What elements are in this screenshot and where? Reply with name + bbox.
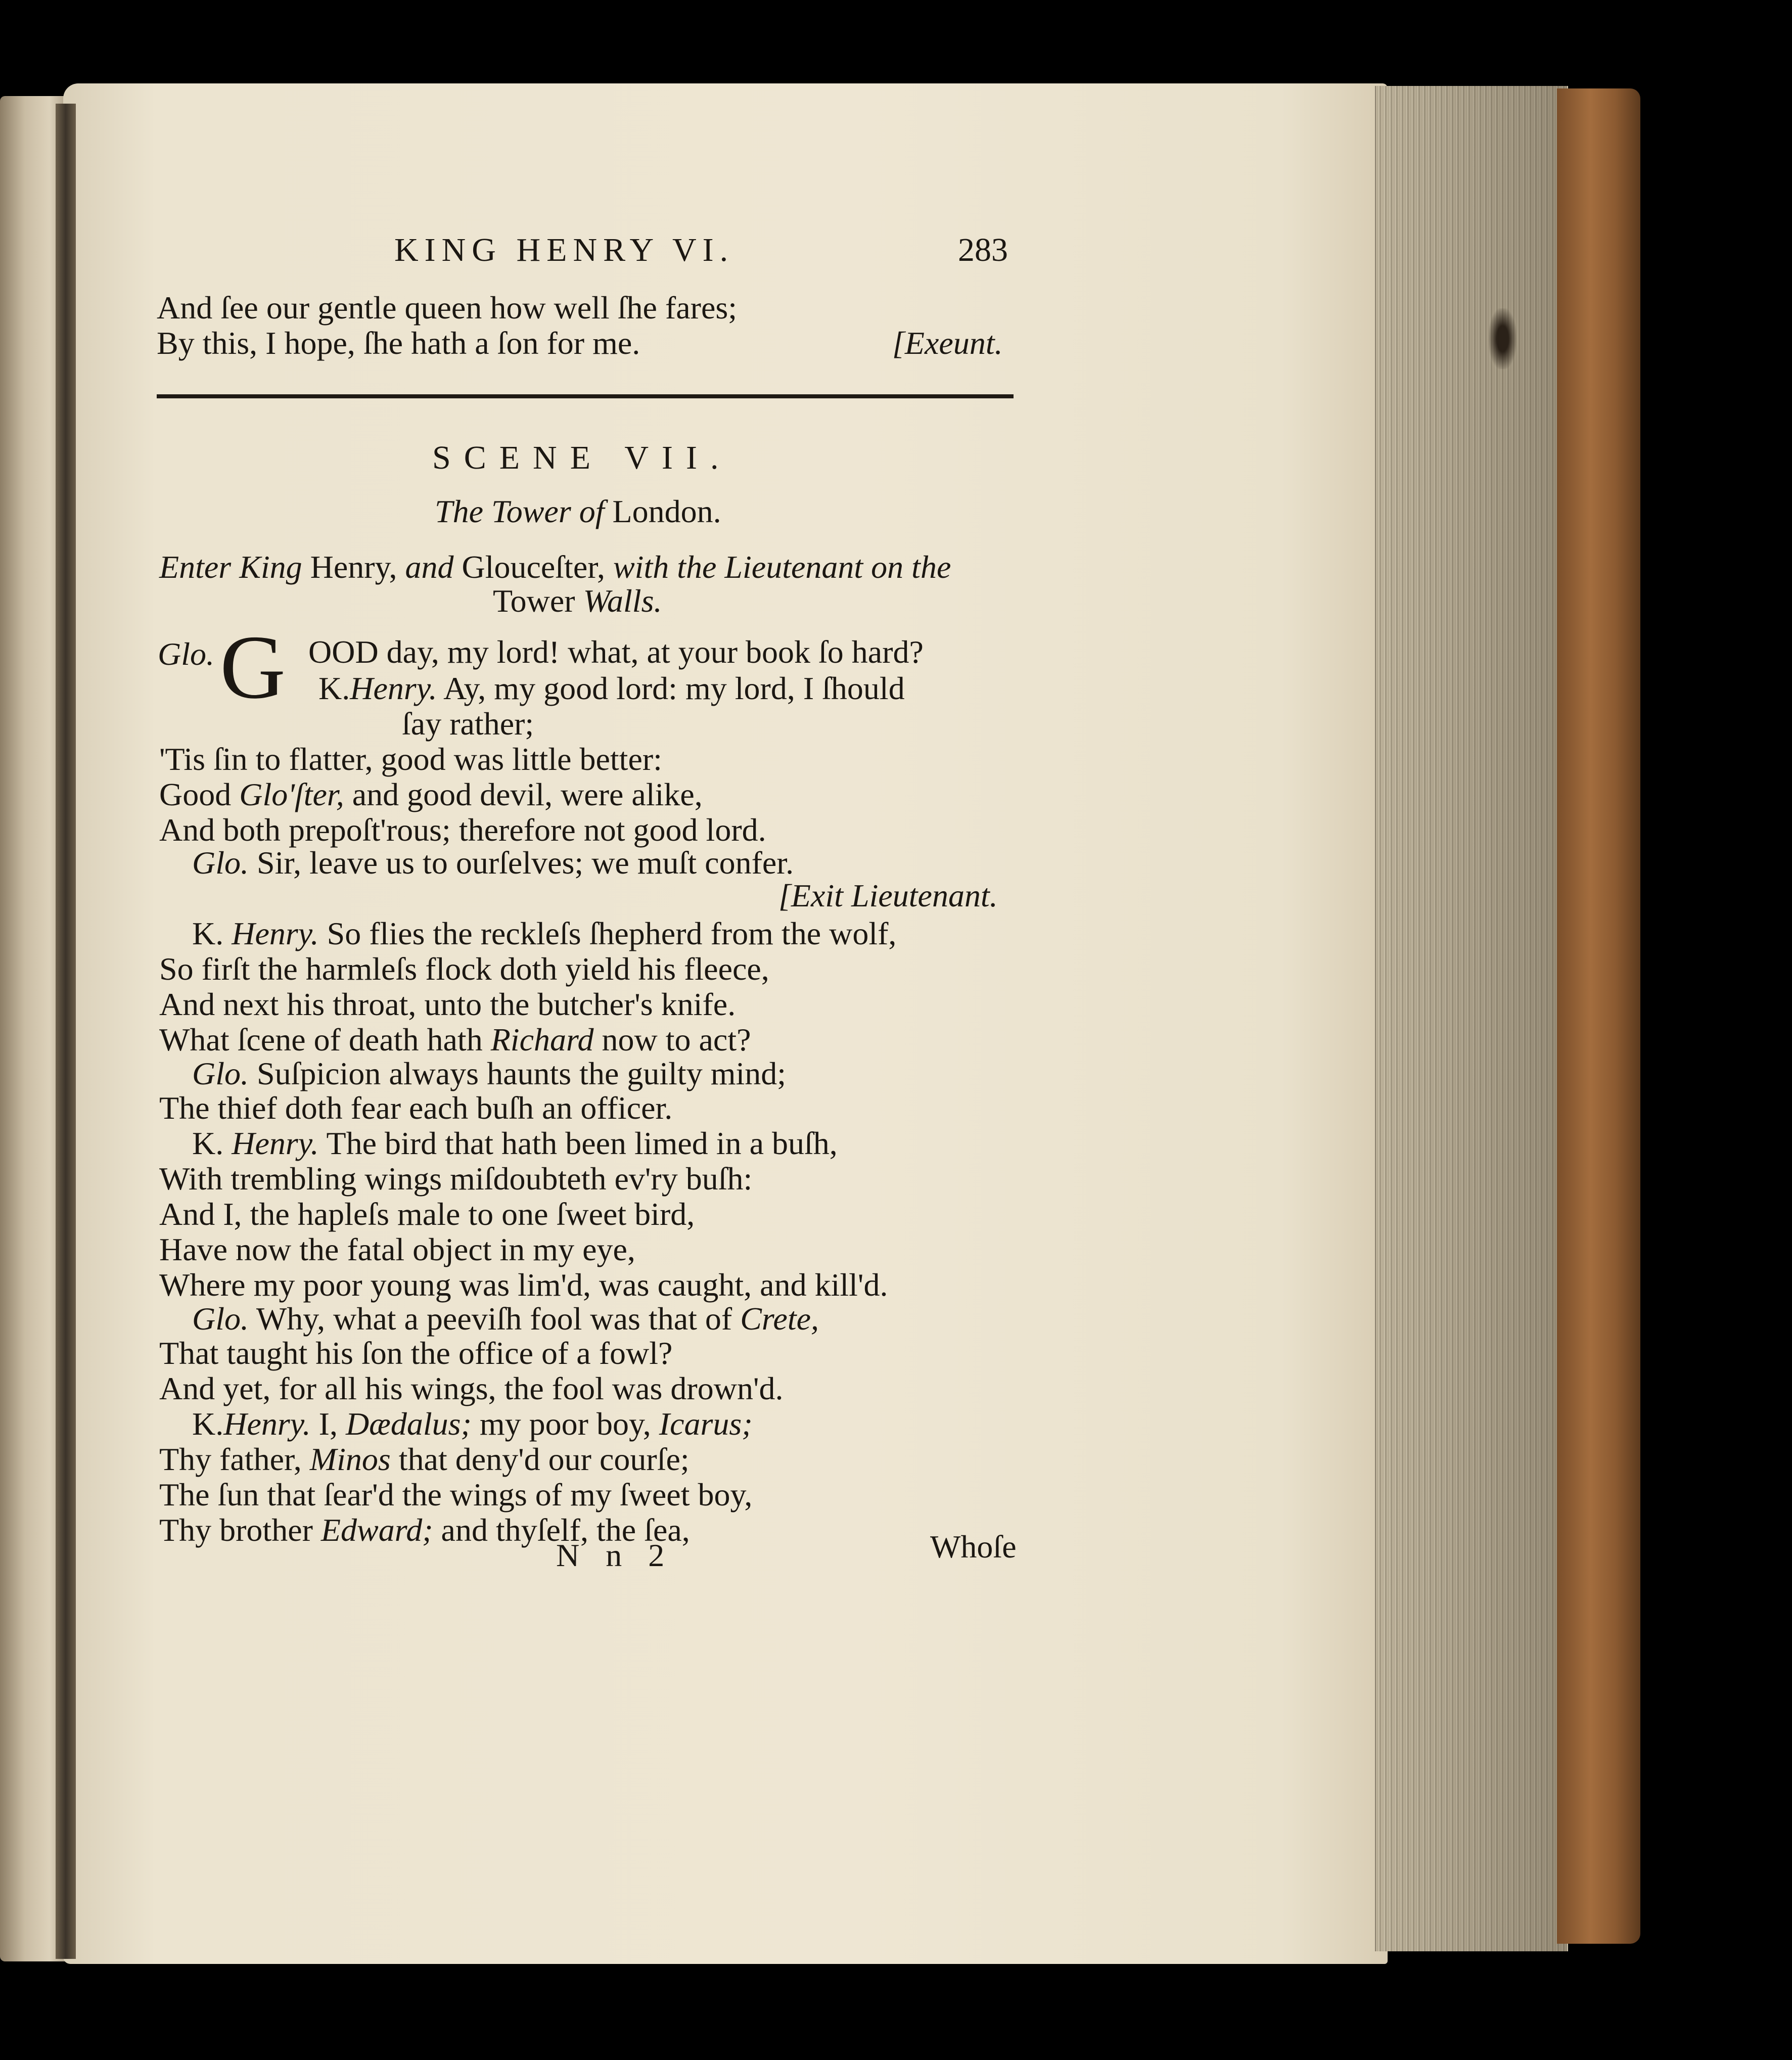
verse-line: By this, I hope, ſhe hath a ſon for me. — [157, 325, 640, 361]
verse-line: And next his throat, unto the butcher's knife. — [159, 986, 736, 1022]
verse-line: Where my poor young was lim'd, was caught, and kill'd. — [159, 1267, 888, 1303]
scene-setting: The Tower of London. — [435, 493, 721, 529]
catchword: Whoſe — [930, 1529, 1017, 1565]
horizontal-rule — [157, 394, 1014, 398]
drop-cap: G — [220, 617, 286, 717]
speech-line: K. Henry. So flies the reckleſs ſhepherd from the wolf, — [192, 915, 897, 951]
verse-line: The ſun that ſear'd the wings of my ſweet boy, — [159, 1477, 753, 1513]
verse-line: Thy brother Edward; and thyſelf, the ſea, — [159, 1512, 690, 1548]
speech-line: K. Henry. The bird that hath been limed in a buſh, — [192, 1125, 838, 1161]
verse-line: The thief doth fear each buſh an officer. — [159, 1090, 673, 1126]
speech-line: Glo. Suſpicion always haunts the guilty mind; — [192, 1056, 787, 1091]
running-title: KING HENRY VI. — [394, 232, 734, 268]
ink-stain — [1489, 308, 1517, 369]
stage-direction-exit: [Exeunt. — [892, 325, 1003, 361]
page-number: 283 — [958, 232, 1008, 268]
stage-direction-exit: [Exit Lieutenant. — [778, 878, 998, 913]
verse-line: With trembling wings miſdoubteth ev'ry buſh: — [159, 1161, 753, 1197]
stage-direction-enter-cont: Tower Walls. — [493, 583, 662, 619]
scene-heading: SCENE VII. — [432, 439, 732, 476]
signature-mark: N n 2 — [556, 1537, 674, 1573]
stage-direction-enter: Enter King Henry, and Glouceſter, with the Lieutenant on the — [159, 549, 951, 585]
speech-line: K.Henry. I, Dædalus; my poor boy, Icarus; — [192, 1406, 753, 1442]
speaker-glo: Glo. — [158, 636, 214, 672]
speech-line: K.Henry. Ay, my good lord: my lord, I ſhould — [318, 670, 905, 706]
verse-line: And both prepoſt'rous; therefore not good lord. — [159, 812, 766, 848]
verse-line: And yet, for all his wings, the fool was drown'd. — [159, 1370, 784, 1406]
verse-line: And ſee our gentle queen how well ſhe fares; — [157, 290, 738, 326]
speech-line: Glo. Sir, leave us to ourſelves; we muſt confer. — [192, 845, 794, 881]
verse-line: And I, the hapleſs male to one ſweet bird, — [159, 1196, 695, 1232]
verse-line: Have now the fatal object in my eye, — [159, 1231, 635, 1267]
verse-line: 'Tis ſin to flatter, good was little better: — [159, 741, 662, 777]
verse-line: ſay rather; — [402, 706, 534, 742]
verse-line: Good Glo'ſter, and good devil, were alike, — [159, 776, 703, 812]
leather-cover — [1557, 88, 1640, 1944]
verse-line: That taught his ſon the office of a fowl? — [159, 1335, 673, 1371]
verse-line: What ſcene of death hath Richard now to act? — [159, 1022, 751, 1058]
verse-line: Thy father, Minos that deny'd our courſe; — [159, 1441, 690, 1477]
verse-line: OOD day, my lord! what, at your book ſo hard? — [308, 634, 924, 670]
speech-line: Glo. Why, what a peeviſh fool was that of Crete, — [192, 1301, 819, 1337]
verse-line: So firſt the harmleſs flock doth yield his fleece, — [159, 951, 769, 987]
book-gutter — [56, 104, 76, 1959]
